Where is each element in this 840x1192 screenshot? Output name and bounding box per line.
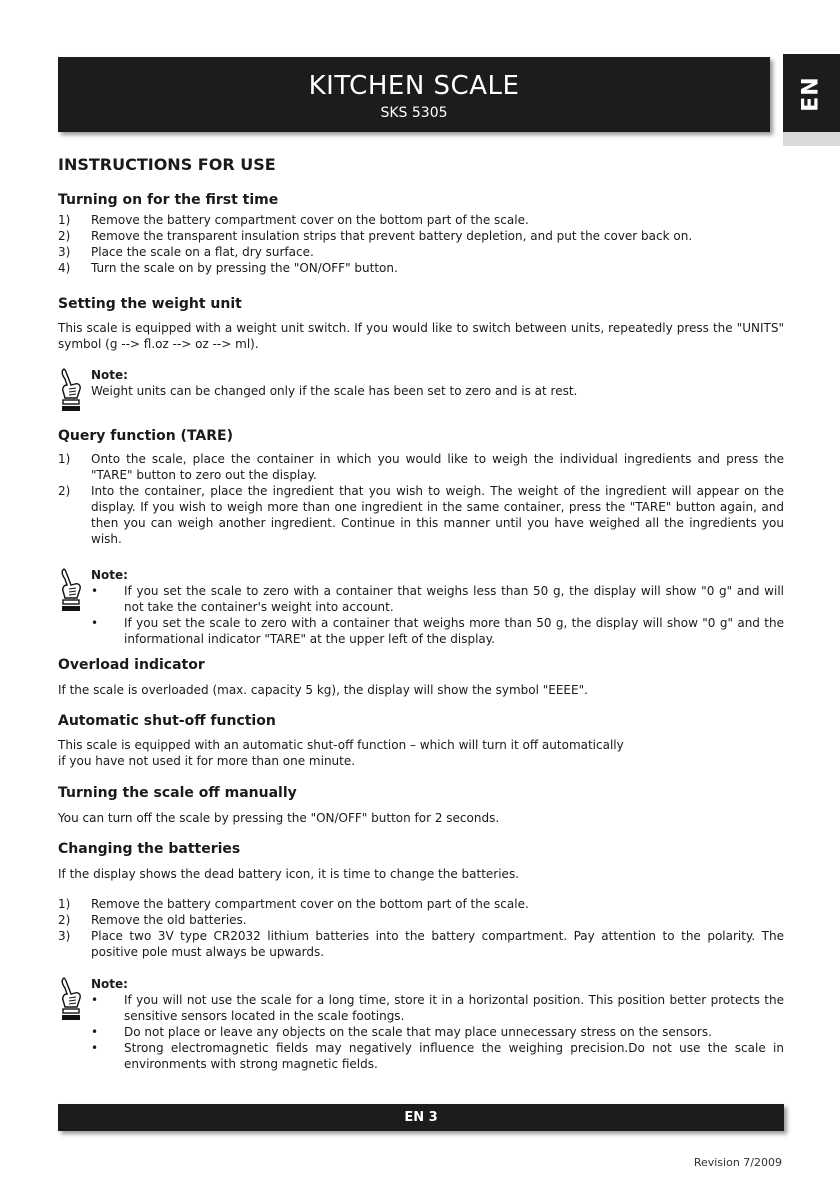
list-item: • If you set the scale to zero with a container that weighs more than 50 g, the display will show "0 g" and the informational indicator "TARE" at the upper left of the display. [91,616,784,646]
tare-steps [58,451,784,547]
note-weight-unit [58,367,784,413]
note-label: Note: [91,977,128,991]
model-number: SKS 5305 [380,105,448,121]
auto-off-line-1: This scale is equipped with an automatic shut-off function – which will turn it off automatically [58,738,624,752]
page-number: EN 3 [404,1110,438,1125]
pointing-hand-icon [58,567,84,613]
overload-text: If the scale is overloaded (max. capacity 5 kg), the display will show the symbol "EEEE". [58,683,588,697]
list-item: 3) Place the scale on a flat, dry surface. [58,245,314,259]
revision-label: Revision 7/2009 [693,1156,782,1169]
list-item: 1) Remove the battery compartment cover on the bottom part of the scale. [58,213,529,227]
list-item: • If you set the scale to zero with a container that weighs less than 50 g, the display will show "0 g" and will not take the container's weight into account. [91,584,784,614]
section-title-auto-off: Automatic shut-off function [58,713,276,729]
section-title-overload: Overload indicator [58,657,205,673]
language-code: EN [798,76,824,112]
page-number-bar [58,1104,784,1131]
title-banner [58,57,770,132]
list-item: 2) Into the container, place the ingredient that you wish to weigh. The weight of the ingredient will appear on the display. If you wish to weigh more than one ingredient in the same container, press the "TARE" button again, and then you can weigh another ingredient. Continue in this manner until you have weighed all the ingredients you wish. [58,484,784,546]
list-item: • Do not place or leave any objects on the scale that may place unnecessary stress on the sensors. [91,1025,712,1039]
list-item: 2) Remove the old batteries. [58,913,247,927]
section-title-manual-off: Turning the scale off manually [58,785,297,801]
list-item: • If you will not use the scale for a long time, store it in a horizontal position. This position better protects the sensitive sensors located in the scale footings. [91,993,784,1023]
list-item: 2) Remove the transparent insulation strips that prevent battery depletion, and put the cover back on. [58,229,693,243]
manual-off-text: You can turn off the scale by pressing the "ON/OFF" button for 2 seconds. [58,811,500,825]
auto-off-line-2: if you have not used it for more than one minute. [58,754,356,768]
note-bullet-list [91,583,784,647]
list-item: 1) Onto the scale, place the container in which you would like to weigh the individual ingredients and press the "TARE" button to zero out the display. [58,452,784,482]
language-tab [783,54,840,146]
list-item: 1) Remove the battery compartment cover on the bottom part of the scale. [58,897,529,911]
list-item: • Strong electromagnetic fields may negatively influence the weighing precision.Do not use the scale in environments with strong magnetic fields. [91,1041,784,1071]
note-batteries [58,976,784,1086]
list-item: 4) Turn the scale on by pressing the "ON/OFF" button. [58,261,398,275]
pointing-hand-icon [58,367,84,413]
note-label: Note: [91,368,128,382]
first-time-steps [58,212,784,276]
pointing-hand-icon [58,976,84,1022]
note-tare [58,567,784,651]
main-heading: INSTRUCTIONS FOR USE [58,155,276,174]
section-title-batteries: Changing the batteries [58,841,241,857]
section-title-first-time: Turning on for the first time [58,192,279,208]
note-text: Weight units can be changed only if the scale has been set to zero and is at rest. [91,384,578,398]
list-item: 3) Place two 3V type CR2032 lithium batteries into the battery compartment. Pay attention to the polarity. The positive pole must always be upwards. [58,929,784,959]
section-title-tare: Query function (TARE) [58,428,233,444]
batteries-steps [58,896,784,960]
note-bullet-list [91,992,784,1072]
note-label: Note: [91,568,128,582]
document-title: KITCHEN SCALE [308,71,520,101]
section-title-weight-unit: Setting the weight unit [58,296,242,312]
weight-unit-text: This scale is equipped with a weight unit switch. If you would like to switch between units, repeatedly press the "UNITS" symbol (g --> fl.oz --> oz --> ml). [58,321,784,351]
batteries-text: If the display shows the dead battery icon, it is time to change the batteries. [58,867,520,881]
